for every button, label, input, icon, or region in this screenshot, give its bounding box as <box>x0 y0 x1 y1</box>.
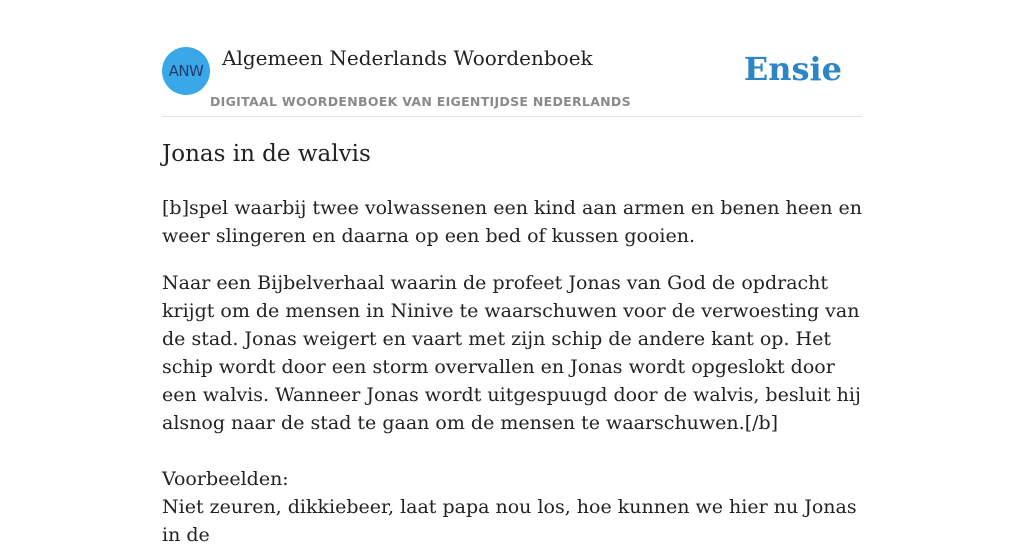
entry-explanation: Naar een Bijbelverhaal waarin de profeet Jonas van God de opdracht krijgt om de mensen in Ninive te waarschuwen voor de verwoesting van de stad. Jonas weigert en vaart met zijn schip de andere kant op. Het schip wordt door een storm overvallen en Jonas wordt opgeslokt door een walvis. Wanneer Jonas wordt uitgespuugd door de walvis, besluit hij alsnog naar de stad te gaan om de mensen te waarschuwen.[/b] <box>162 272 861 434</box>
ensie-brand-logo[interactable]: Ensie <box>743 50 842 88</box>
site-header <box>162 40 862 117</box>
entry-definition: [b]spel waarbij twee volwassenen een kind aan armen en benen heen en weer slingeren en daarna op een bed of kussen gooien. <box>162 197 863 247</box>
site-subtitle: DIGITAAL WOORDENBOEK VAN EIGENTIJDSE NEDERLANDS <box>210 94 631 109</box>
entry-content <box>162 136 867 549</box>
site-title[interactable]: Algemeen Nederlands Woordenboek <box>222 46 593 70</box>
examples-label: Voorbeelden: <box>162 468 289 490</box>
example-sentence: Niet zeuren, dikkiebeer, laat papa nou los, hoe kunnen we hier nu Jonas in de <box>162 496 857 546</box>
entry-title: Jonas in de walvis <box>162 141 371 167</box>
anw-logo[interactable]: ANW <box>162 47 210 95</box>
